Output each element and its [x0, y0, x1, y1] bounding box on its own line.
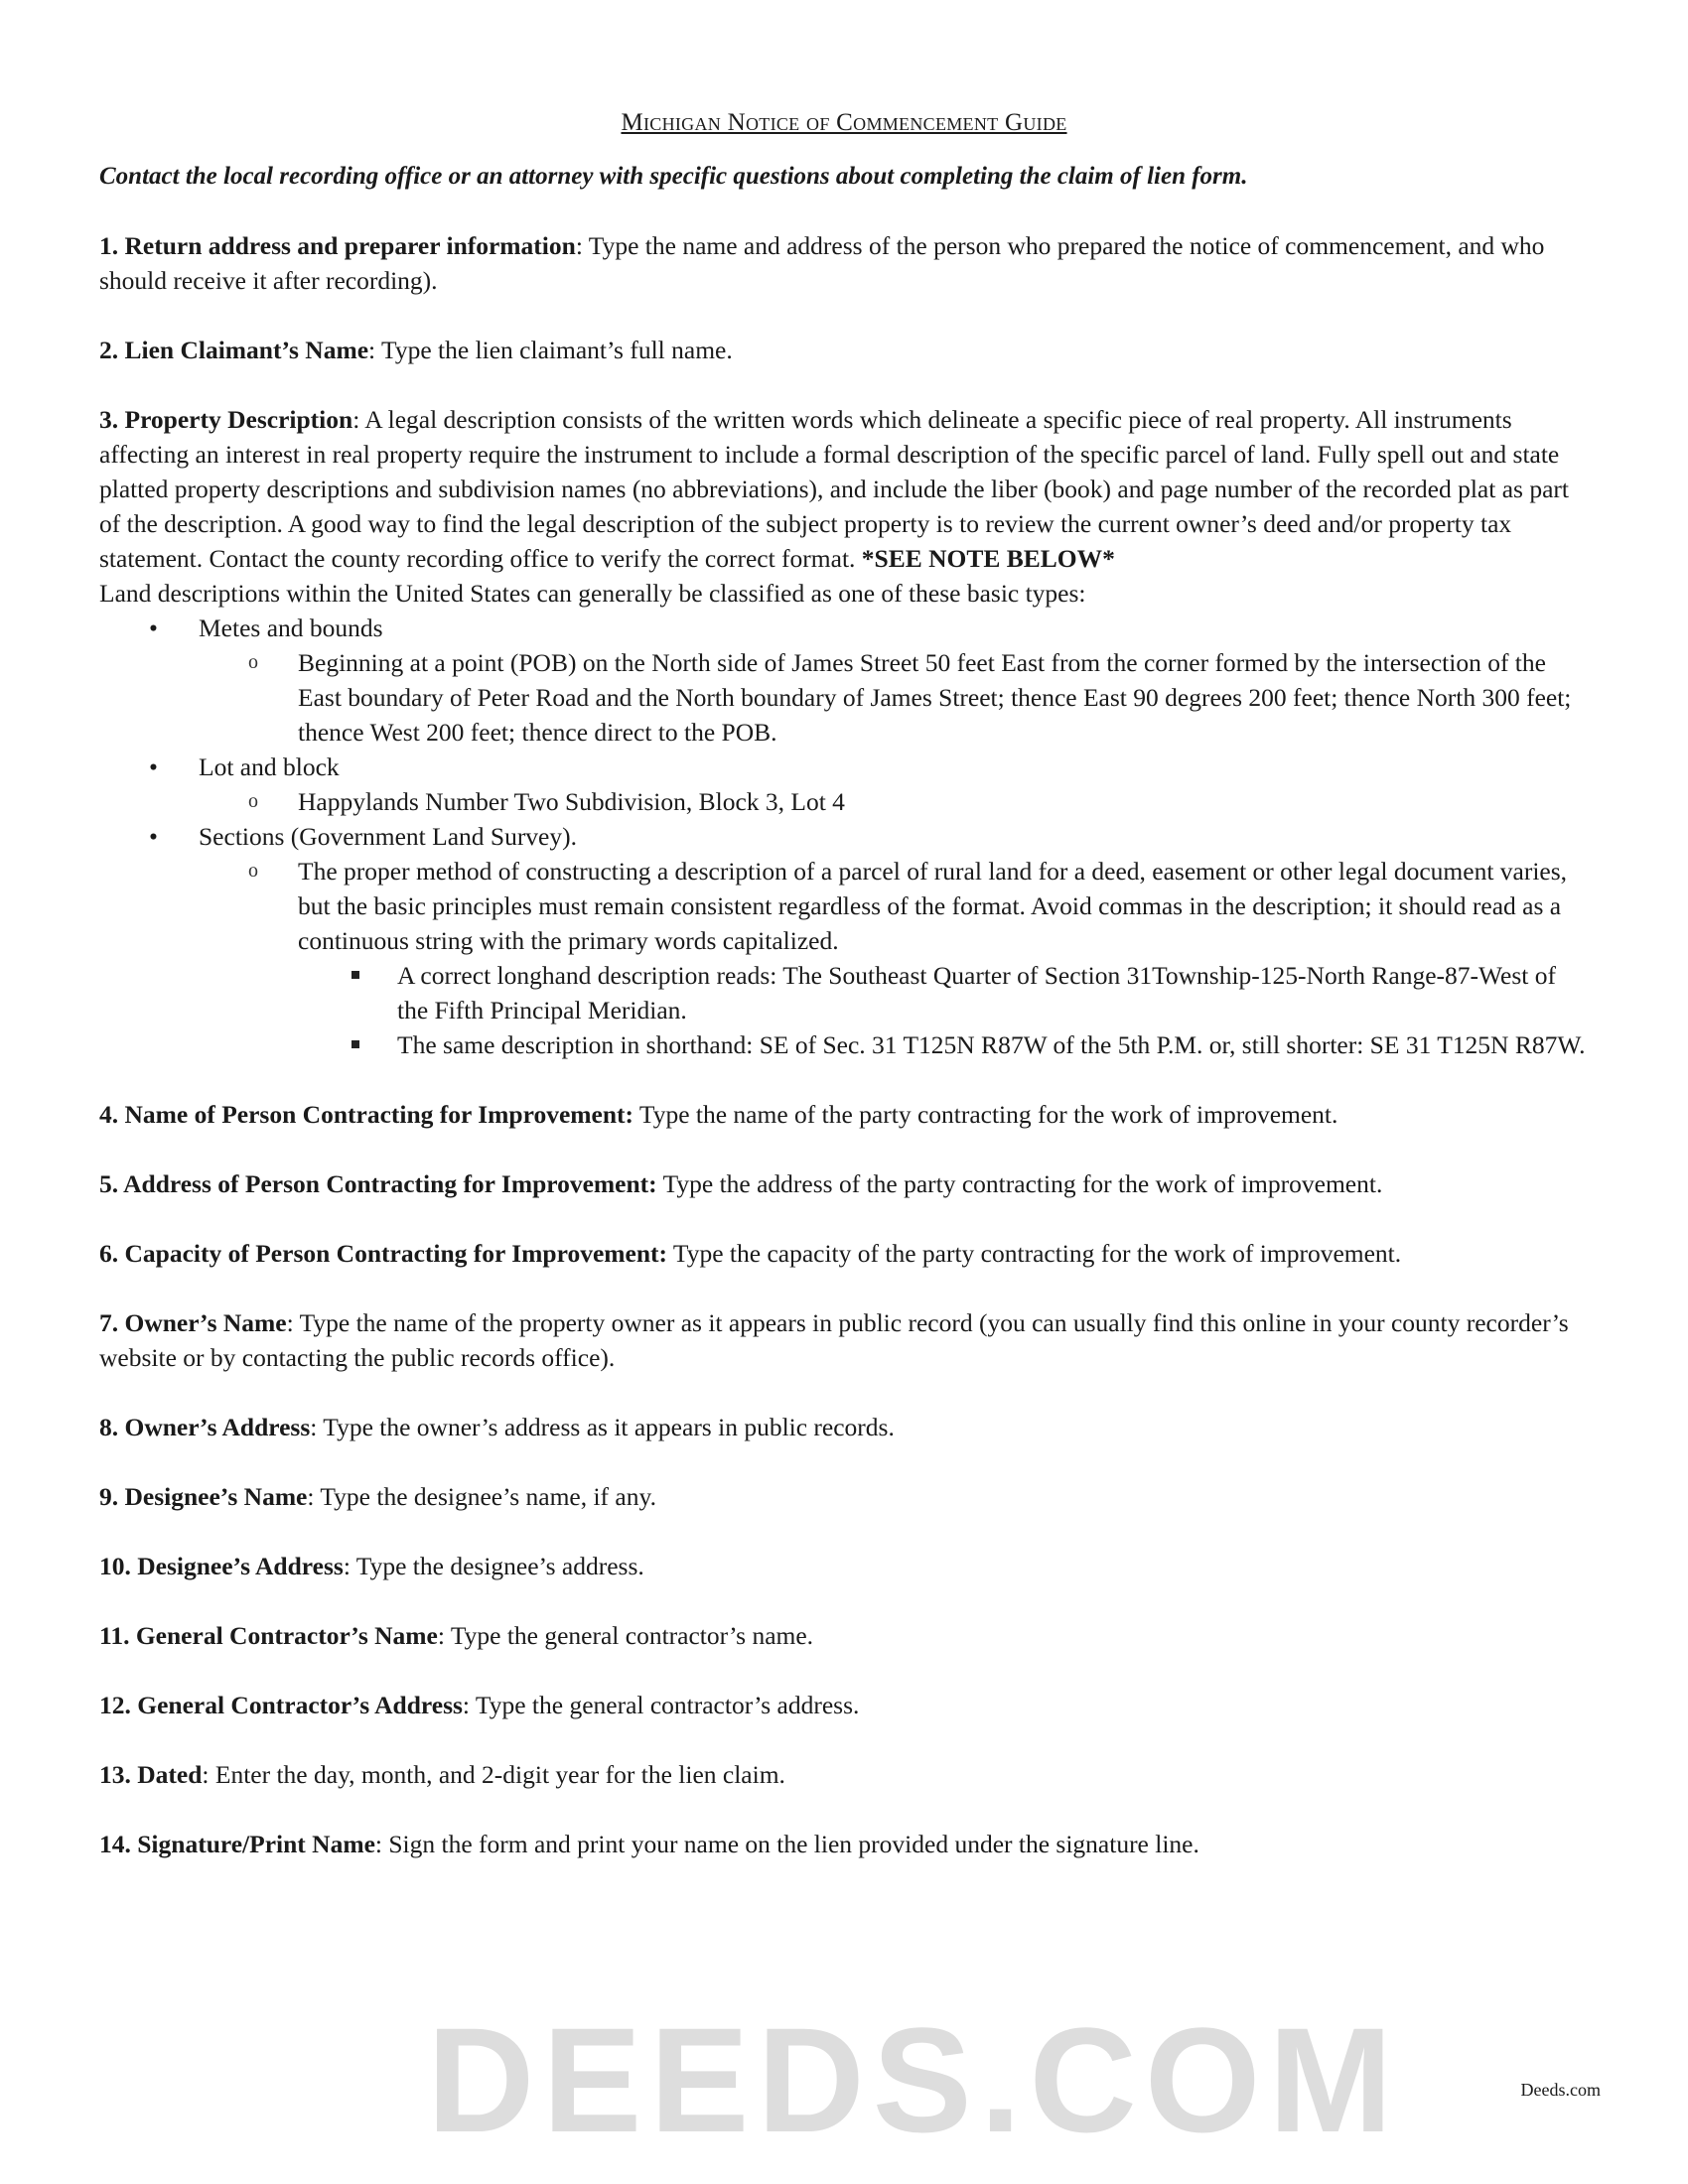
item-text: Type the address of the party contracting for the work of improvement.	[656, 1169, 1383, 1198]
guide-item-5	[99, 1166, 1589, 1201]
list-item	[99, 750, 1589, 819]
item-text: : Type the name and address of the person who prepared the notice of commencement, and who should receive it after recording).	[99, 231, 1545, 295]
item-label: 6. Capacity of Person Contracting for Improvement:	[99, 1239, 668, 1268]
item-label: 12. General Contractor’s Address	[99, 1691, 463, 1719]
item-label: 11. General Contractor’s Name	[99, 1621, 438, 1650]
item-label: 1. Return address and preparer information	[99, 231, 576, 260]
guide-item-12	[99, 1688, 1589, 1722]
guide-item-4	[99, 1097, 1589, 1132]
list-item: A correct longhand description reads: The Southeast Quarter of Section 31Township-125-North Range-87-West of the Fifth Principal Meridian.	[298, 958, 1589, 1027]
list-item: The same description in shorthand: SE of Sec. 31 T125N R87W of the 5th P.M. or, still shorter: SE 31 T125N R87W.	[298, 1027, 1589, 1062]
guide-item-1	[99, 228, 1589, 298]
item-text: Type the capacity of the party contracting for the work of improvement.	[667, 1239, 1402, 1268]
item-label: 13. Dated	[99, 1760, 203, 1789]
guide-item-3	[99, 402, 1589, 576]
guide-item-7	[99, 1305, 1589, 1375]
item-text: : Sign the form and print your name on the lien provided under the signature line.	[374, 1830, 1199, 1858]
list-item	[99, 611, 1589, 750]
item-text: : Type the general contractor’s address.	[462, 1691, 860, 1719]
guide-item-11	[99, 1618, 1589, 1653]
item-label: 9. Designee’s Name	[99, 1482, 308, 1511]
item-text: : Type the name of the property owner as it appears in public record (you can usually find this online in your county recorder’s website or by contacting the public records office).	[99, 1308, 1569, 1372]
guide-item-13	[99, 1757, 1589, 1792]
list-item: o Happylands Number Two Subdivision, Block 3, Lot 4	[199, 784, 1589, 819]
document-page	[99, 109, 1589, 1896]
item-label: 4. Name of Person Contracting for Improvement:	[99, 1100, 633, 1129]
item-text: : Type the lien claimant’s full name.	[368, 336, 733, 364]
guide-item-10	[99, 1549, 1589, 1583]
item-label: 14. Signature/Print Name	[99, 1830, 375, 1858]
land-type-label: Sections (Government Land Survey).	[199, 822, 577, 851]
see-note-emphasis: *SEE NOTE BELOW*	[861, 544, 1115, 573]
guide-item-8	[99, 1410, 1589, 1444]
item-text: Type the name of the party contracting for the work of improvement.	[633, 1100, 1338, 1129]
item-text: : Enter the day, month, and 2-digit year for the lien claim.	[202, 1760, 785, 1789]
deeds-watermark: DEEDS.COM	[427, 1996, 1401, 2163]
item-label: 3. Property Description	[99, 405, 353, 434]
land-types-list	[99, 611, 1589, 1062]
guide-item-14	[99, 1827, 1589, 1861]
guide-item-9	[99, 1479, 1589, 1514]
item-label: 10. Designee’s Address	[99, 1552, 344, 1580]
item-text: : Type the designee’s name, if any.	[307, 1482, 656, 1511]
item-label: 7. Owner’s Name	[99, 1308, 287, 1337]
item-text: : A legal description consists of the written words which delineate a specific piece of real property. All instruments affecting an interest in real property require the instrument to include a formal description of the specific parcel of land. Fully spell out and state platted property descriptions and subdivision names (no abbreviations), and include the liber (book) and page number of the recorded plat as part of the description. A good way to find the legal description of the subject property is to review the current owner’s deed and/or property tax statement. Contact the county recording office to verify the correct format.	[99, 405, 1569, 573]
land-types-intro: Land descriptions within the United States can generally be classified as one of these basic types:	[99, 579, 1086, 608]
land-type-label: Metes and bounds	[199, 614, 383, 642]
page-title: Michigan Notice of Commencement Guide	[621, 109, 1067, 136]
item-text: : Type the owner’s address as it appears in public records.	[310, 1413, 895, 1441]
list-item	[199, 854, 1589, 1062]
guide-item-2	[99, 333, 1589, 367]
item-text: : Type the general contractor’s name.	[437, 1621, 814, 1650]
footer-brand: Deeds.com	[1520, 2080, 1601, 2100]
item-label: 2. Lien Claimant’s Name	[99, 336, 369, 364]
item-label: 8. Owner’s Address	[99, 1413, 311, 1441]
instruction-note: Contact the local recording office or an attorney with specific questions about completing the claim of lien form.	[99, 163, 1248, 190]
land-type-label: Lot and block	[199, 752, 340, 781]
item-label: 5. Address of Person Contracting for Improvement:	[99, 1169, 657, 1198]
guide-item-6	[99, 1236, 1589, 1271]
list-item: o Beginning at a point (POB) on the North side of James Street 50 feet East from the corner formed by the intersection of the East boundary of Peter Road and the North boundary of James Street; thence East 90 degrees 200 feet; thence North 300 feet; thence West 200 feet; thence direct to the POB.	[199, 645, 1589, 750]
list-item	[99, 819, 1589, 1062]
item-text: : Type the designee’s address.	[343, 1552, 644, 1580]
sections-example: The proper method of constructing a description of a parcel of rural land for a deed, easement or other legal document varies, but the basic principles must remain consistent regardless of the format. Avoid commas in the description; it should read as a continuous string with the primary words capitalized.	[298, 857, 1568, 955]
